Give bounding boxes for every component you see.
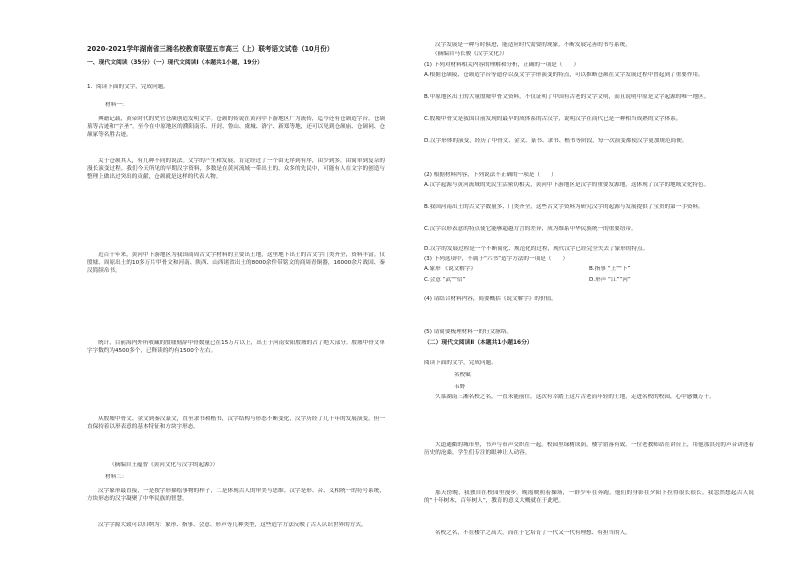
- question-2-option: A.汉字起源与黄河流域的先民生活密切相关，黄河中下游地区是汉字的重要发源地，这体现了汉字的地域文化特色。: [424, 182, 710, 188]
- question-5: (5) 请简要梳理材料一的行文脉络。: [424, 329, 513, 335]
- question-3-option: B.指事 “上”“下”: [589, 266, 631, 272]
- story-title: 名校赋: [454, 372, 471, 378]
- material-1-source: （摘编自王蕴智《黄河文化与汉字的起源》）: [109, 462, 219, 468]
- question-2-stem: (2) 根据材料内容，下列说法不正确的一项是（ ）: [424, 172, 557, 178]
- question-3-option: A.象形 《说文解字》: [424, 266, 477, 272]
- question-2-option: B.我国河南出土的古文字数量多、门类齐全，这些古文字资料为研究汉字的起源与发展提供了宝贵的第一手资料。: [424, 204, 704, 210]
- section-heading-1: 一、现代文阅读（35分）（一）现代文阅读Ⅰ（本题共1小题，19分）: [87, 60, 263, 66]
- story-paragraph: 大道通衢的城市里，书声与市声交织在一起。校园里绿树成荫，楼宇错落有致。一位老教师站在讲台上，用他那洪亮的声音讲述着历史的沧桑，学生们专注的眼神让人动容。: [424, 442, 754, 456]
- reading-2-instruction: 阅读下面的文字，完成问题。: [424, 360, 497, 366]
- story-paragraph: 那天傍晚，我独自在校园里漫步。晚霞映照着操场，一群少年在奔跑，他们的身影在夕阳下拉得很长很长。我忽然想起古人说的“十年树木，百年树人”，教育的意义大概就在于此吧。: [424, 490, 754, 504]
- material-2-source: （摘编自马长骏《汉字文化》）: [432, 51, 508, 57]
- material-1-paragraph: 典籍记载，黄帝时代的史官仓颉创造发明文字。仓颉的传说在黄河中下游地区广为流传，迄今还有仓颉造字台，仓颉墓等古迹和“字圣”。至今在中原地区的濮阳南乐、开封、鲁山、虞城、洛宁、新郑等地，还可以见到仓颉庙、仓颉祠、仓颉冢等名胜古迹。: [87, 116, 385, 138]
- story-paragraph: 名校之名，不在楼宇之高大，而在于它培育了一代又一代有理想、有担当的人。: [435, 530, 631, 536]
- material-1-paragraph: 统计，目前海内外所收藏的殷墟刻辞甲骨数量已在15万片以上，出土于河南安阳殷墟的占了绝大部分。殷墟甲骨文单字字数约为4500多个，已释读的约有1500个左右。: [87, 340, 385, 354]
- question-instruction: 1．阅读下面的文字，完成问题。: [87, 84, 169, 90]
- question-3-stem: (3) 下列选项中，不属于“六书”造字方法的一项是（ ）: [424, 256, 569, 262]
- material-1-paragraph: 关于仓颉其人，有几种不同的说法。文字的产生和发展，肯定经过了一个由无序到有序，由少到多，由简单到复杂的漫长演变过程。我们今天所见的早期汉字资料，多数是在黄河流域一带出土的。众多的先民中，可能有人在文字的创造与整理上做出过突出的贡献，仓颉就是这样的代表人物。: [87, 158, 385, 180]
- question-1-option: C.殷墟甲骨文是我国目前发现的最早的成体系的古汉字，说明汉字在商代已是一种相当成熟的文字体系。: [424, 116, 682, 122]
- material-1-paragraph: 近百十年来，黄河中下游地区为我国商周古文字材料的主要出土地，这里地下出土的古文字门类齐全，资料丰富。仅殷墟、周原出土的10多万片甲骨文和河南、陕西、山西诸省出土的8000余件带铭文的商周青铜器，16000余片战国、秦汉简牍帛书。: [87, 252, 385, 274]
- question-1-option: A.根据仓颉陵、仓颉造字台等遗存以及文字字形演变的特点，可以推断仓颉在文字发展过程中曾起到了重要作用。: [424, 72, 704, 78]
- material-1-heading: 材料一：: [105, 102, 128, 108]
- material-2-paragraph: 汉字象形最直接，一是按字形描绘事物的样子，二是体现古人的审美与思维。汉字是形、音、义相统一的符号系统，方块形态的汉字凝聚了中华民族的智慧。: [87, 488, 385, 502]
- material-1-paragraph: 从殷墟甲骨文、金文到秦汉篆文，直至隶书和楷书，汉字结构与形态不断变化，汉字历经了几千年的发展演变，但一直保持着以形表意的基本特征和方块字形态。: [87, 416, 385, 430]
- question-2-option: D.汉字的发展过程是一个不断简化、规范化的过程，现代汉字已经完全失去了象形的特点。: [424, 246, 649, 252]
- page-title: 2020-2021学年湖南省三湘名校教育联盟五市高三（上）联考语文试卷（10月份）: [87, 45, 334, 53]
- section-heading-2: （二）现代文阅读Ⅱ（本题共1小题16分）: [424, 340, 533, 346]
- material-2-paragraph: 汉字字源大致可以归纳为：象形、指事、会意、形声等几种类型，这些造字方法反映了古人认识世界的方式。: [98, 522, 367, 528]
- story-paragraph: 久慕湖南三湘名校之名，一直未能前往。这次有幸踏上这片古老而年轻的土地，走进名校的校园，心中感慨万千。: [435, 394, 715, 400]
- question-2-option: C.汉字以形表意的特点使它能够超越方言的差异，成为维系中华民族统一的重要纽带。: [424, 226, 637, 232]
- story-author: 韦野: [454, 384, 466, 390]
- question-4: (4) 请结合材料内容，简要概括《说文解字》的价值。: [424, 296, 557, 302]
- question-3-option: C.会意 “武”“信”: [424, 277, 466, 283]
- question-1-option: D.汉字形体的演变，经历了甲骨文、金文、篆书、隶书、楷书等阶段，每一次演变都使汉字更加规范简便。: [424, 138, 688, 144]
- question-1-option: B.中原地区出土的大量殷墟甲骨文资料，不仅证明了中国有古老的文字文明，而且说明中原是文字起源的唯一地区。: [424, 94, 710, 100]
- question-1-stem: (1) 下列对材料相关内容的理解和分析，正确的一项是（ ）: [424, 62, 580, 68]
- question-3-option: D.形声 “江”“河”: [589, 277, 631, 283]
- material-2-closing: 汉字发展是一种与时俱进，能适应时代需要的现象，不断发展完善的书写系统。: [435, 42, 631, 48]
- material-2-heading: 材料二：: [105, 474, 128, 480]
